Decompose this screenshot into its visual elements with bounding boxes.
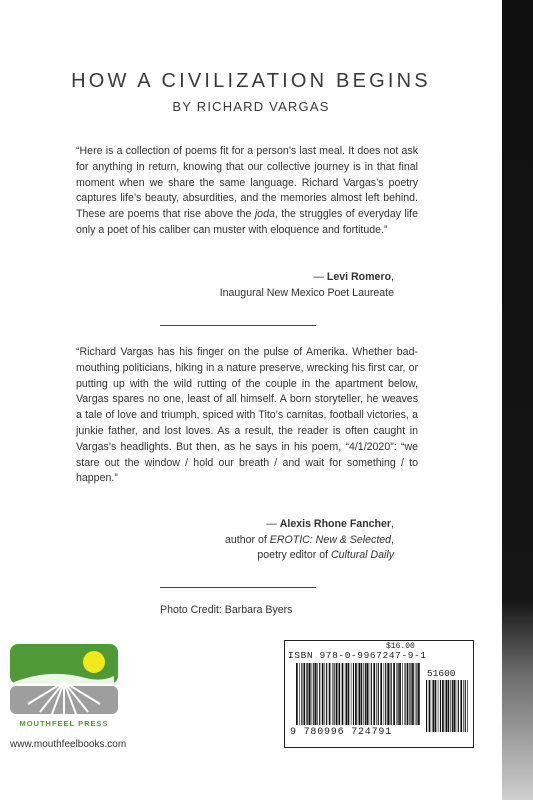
- barcode-bar: [313, 663, 314, 725]
- barcode-bar: [398, 663, 399, 725]
- photo-credit: Photo Credit: Barbara Byers: [160, 604, 293, 616]
- barcode-bar: [296, 663, 298, 725]
- barcode-bar: [326, 663, 327, 725]
- attr-comma: ,: [391, 271, 394, 283]
- barcode-bar: [399, 663, 401, 725]
- barcode-bar: [442, 680, 444, 732]
- blurb-2: “Richard Vargas has his finger on the pulse of Amerika. Whether bad-mouthing politicians, hiking in a nature preserve, wrecking his first car, or putting up with the wild rutting of the couple in the apartment below, Vargas spares no one, least of all himself. A born storyteller, he weaves a tale of love and triumph, spiced with Tito’s carnitas, football victories, a junkie father, and lost loves. As a result, the reader is often caught in Vargas’s headlights. But then, as he says in his poem, “4/1/2020”: “we stare out the window / hold our breath / and wait for something / to happen.”: [76, 346, 418, 485]
- role-text: author of: [225, 533, 270, 546]
- barcode-bar: [465, 680, 466, 732]
- barcode-bar: [345, 663, 346, 725]
- blurb-2-role-1: [225, 533, 394, 549]
- barcode-bar: [412, 663, 414, 725]
- barcode-bar: [446, 680, 447, 732]
- barcode-bar: [402, 663, 403, 725]
- barcode-bar: [458, 680, 459, 732]
- book-byline: BY RICHARD VARGAS: [172, 99, 330, 114]
- barcode-bar: [336, 663, 338, 725]
- barcode-bar: [371, 663, 372, 725]
- barcode-bar: [353, 663, 354, 725]
- barcode-bar: [309, 663, 311, 725]
- barcode-bar: [432, 680, 433, 732]
- barcode-bar: [391, 663, 392, 725]
- barcode-bar: [433, 680, 434, 732]
- barcode-bar: [332, 663, 333, 725]
- barcode-ean: [296, 663, 420, 725]
- barcode-bar: [390, 663, 391, 725]
- ean-digits: 9 780996 724791: [290, 727, 393, 738]
- barcode-bar: [366, 663, 368, 725]
- blurb-2-author: Alexis Rhone Fancher: [279, 518, 392, 530]
- barcode-bar: [334, 663, 335, 725]
- barcode-bar: [338, 663, 339, 725]
- divider: [160, 325, 316, 326]
- barcode-bar: [317, 663, 318, 725]
- barcode-bar: [385, 663, 386, 725]
- blurb-1-role: Inaugural New Mexico Poet Laureate: [219, 286, 394, 299]
- barcode-bar: [410, 663, 411, 725]
- barcode-bar: [435, 680, 437, 732]
- publisher-url[interactable]: www.mouthfeelbooks.com: [10, 739, 127, 750]
- barcode-bar: [358, 663, 359, 725]
- barcode-bar: [463, 680, 464, 732]
- blurb-1-text-b: , the struggles of everyday life only a poet of his caliber can muster with eloquence and fortitude.”: [76, 208, 418, 236]
- role-comma: ,: [391, 533, 394, 546]
- barcode-addon: [426, 680, 468, 732]
- barcode-bar: [416, 663, 417, 725]
- barcode-bar: [384, 663, 385, 725]
- barcode-bar: [415, 663, 416, 725]
- barcode-bar: [303, 663, 305, 725]
- barcode-bar: [369, 663, 370, 725]
- barcode-bar: [363, 663, 364, 725]
- barcode-bar: [322, 663, 324, 725]
- book-spine: [502, 0, 533, 800]
- barcode-bar: [376, 663, 377, 725]
- barcode-bar: [329, 663, 331, 725]
- blurb-1: [76, 144, 418, 239]
- barcode-bar: [361, 663, 363, 725]
- barcode-bar: [448, 680, 450, 732]
- blurb-1-author: Levi Romero: [326, 271, 392, 283]
- book-title: HOW A CIVILIZATION BEGINS: [71, 70, 431, 92]
- barcode-bar: [396, 663, 397, 725]
- attr-comma: ,: [391, 518, 394, 530]
- barcode-bar: [359, 663, 360, 725]
- barcode-bar: [307, 663, 308, 725]
- barcode-bar: [306, 663, 307, 725]
- role-text: poetry editor of: [257, 549, 331, 562]
- barcode-bar: [346, 663, 347, 725]
- barcode-bar: [460, 680, 462, 732]
- barcode-bar: [453, 680, 455, 732]
- blurb-2-attribution: [225, 517, 394, 564]
- blurb-2-role-2: [225, 548, 394, 564]
- divider: [160, 587, 316, 588]
- addon-label: 51600: [427, 668, 456, 679]
- barcode-bar: [351, 663, 352, 725]
- barcode-bar: [342, 663, 344, 725]
- barcode-bar: [365, 663, 366, 725]
- barcode-bar: [378, 663, 379, 725]
- blurb-1-text-a: “Here is a collection of poems fit for a person’s last meal. It does not ask for anything in return, knowing that our collective journey is in that final moment when we share the same language. Richard Vargas’s poetry captures life’s beauty, absurdities, and the memories almost left behind. These are poems that rise above the: [76, 145, 418, 221]
- barcode-bar: [405, 663, 406, 725]
- blurb-1-emphasis: joda: [254, 208, 275, 221]
- barcode-bar: [440, 680, 441, 732]
- barcode-bar: [407, 663, 409, 725]
- barcode-bar: [312, 663, 313, 725]
- barcode-bar: [348, 663, 350, 725]
- barcode-bar: [452, 680, 453, 732]
- attr-dash: —: [313, 271, 327, 283]
- barcode-bar: [315, 663, 317, 725]
- isbn-label: ISBN 978-0-9967247-9-1: [288, 650, 427, 661]
- barcode-bar: [445, 680, 446, 732]
- price-label: $16.00: [386, 642, 415, 651]
- role-book-title: EROTIC: New & Selected: [269, 533, 392, 546]
- barcode-bar: [380, 663, 382, 725]
- barcode-bar: [467, 680, 468, 732]
- barcode-bar: [339, 663, 340, 725]
- barcode-bar: [319, 663, 320, 725]
- publisher-name: MOUTHFEEL PRESS: [19, 719, 109, 728]
- role-publication: Cultural Daily: [331, 549, 394, 562]
- barcode-bar: [299, 663, 300, 725]
- barcode-bar: [387, 663, 389, 725]
- barcode-bar: [301, 663, 302, 725]
- barcode-bar: [393, 663, 395, 725]
- barcode-bar: [450, 680, 451, 732]
- barcode-bar: [373, 663, 375, 725]
- barcode-bar: [409, 663, 410, 725]
- attr-dash: —: [266, 518, 280, 530]
- barcode-bar: [418, 663, 420, 725]
- barcode-bar: [438, 680, 439, 732]
- barcode-bar: [355, 663, 357, 725]
- barcode-bar: [325, 663, 326, 725]
- sun-grass-logo-icon: [10, 642, 118, 730]
- barcode-bar: [456, 680, 457, 732]
- blurb-1-attribution: [220, 270, 394, 301]
- barcode-bar: [426, 680, 427, 732]
- barcode-bar: [429, 680, 431, 732]
